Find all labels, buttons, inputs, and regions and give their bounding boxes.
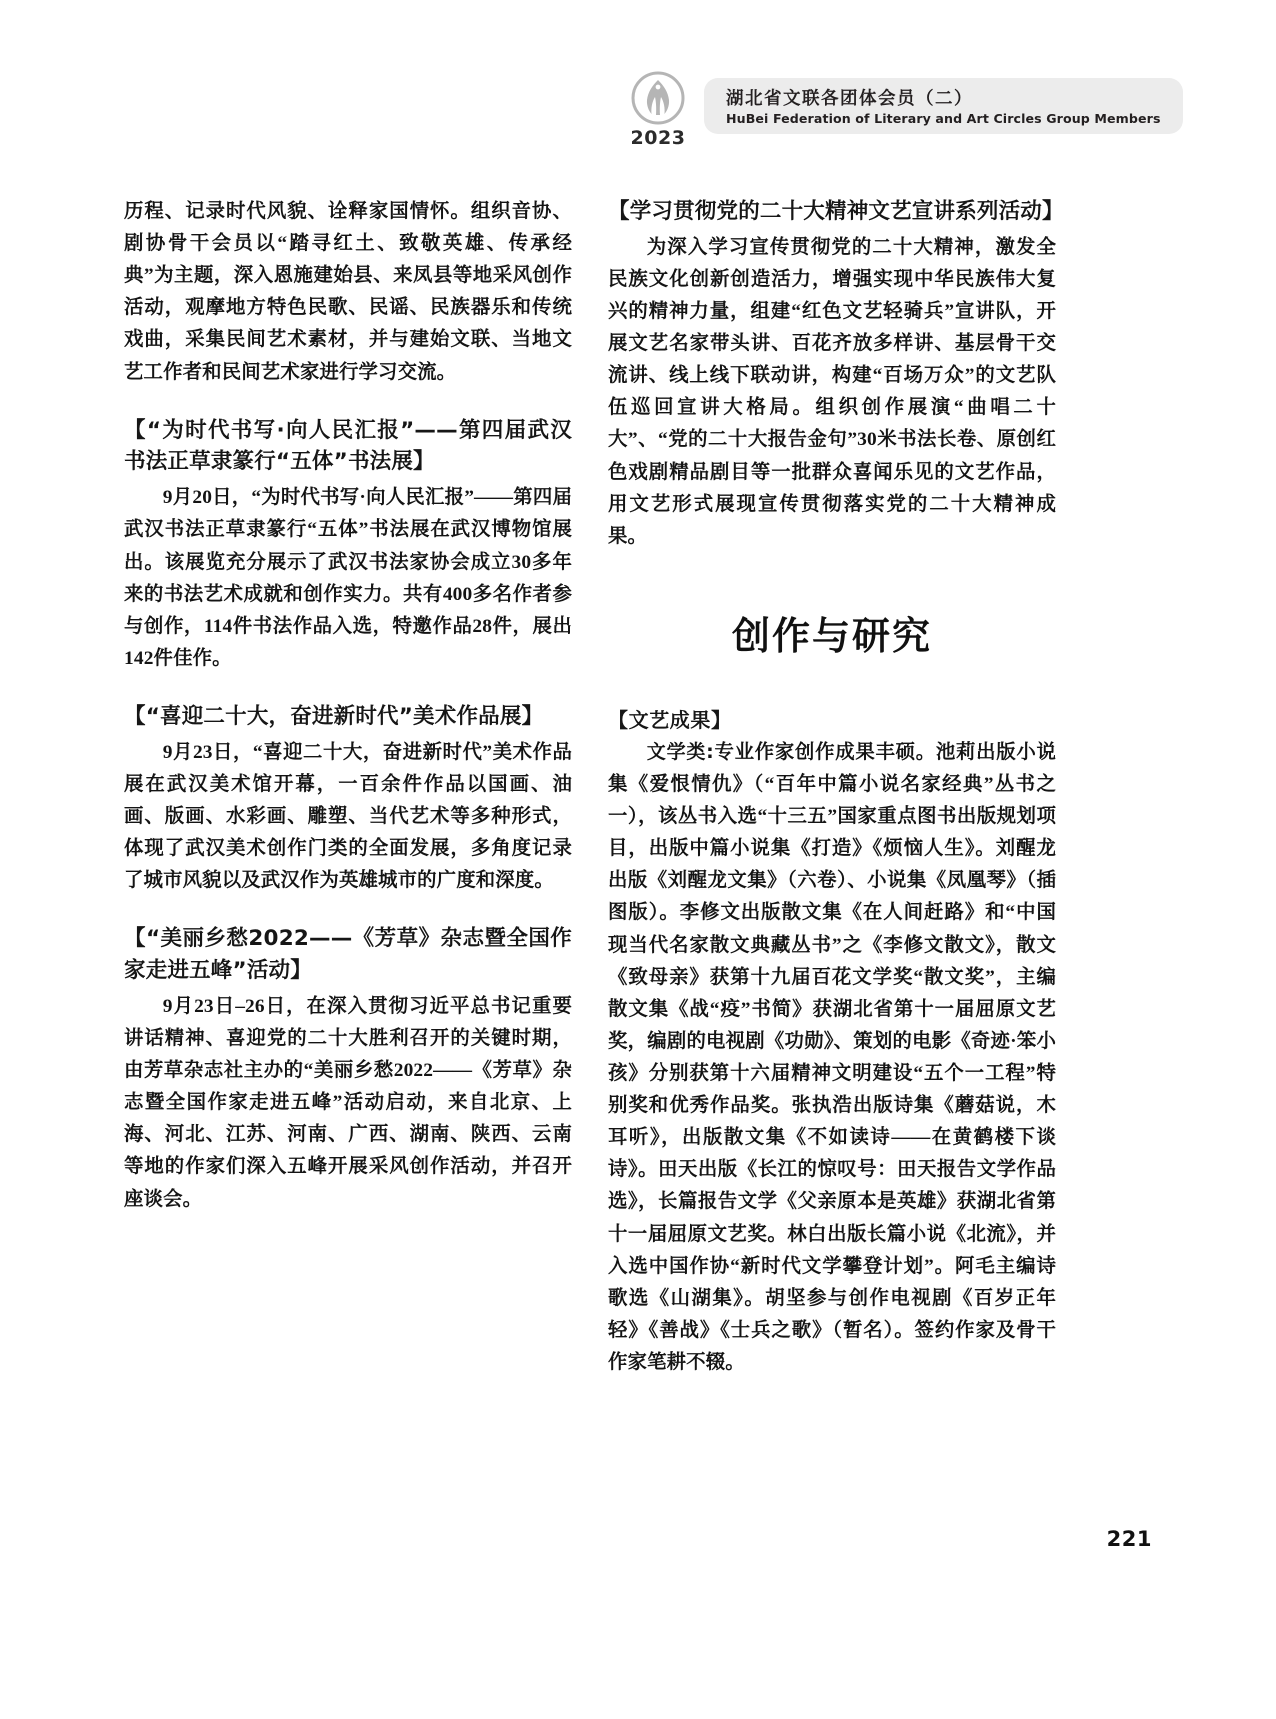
section-body-party-spirit-lectures: 为深入学习宣传贯彻党的二十大精神，激发全民族文化创新创造活力，增强实现中华民族伟大复兴的精神力量，组建“红色文艺轻骑兵”宣讲队，开展文艺名家带头讲、百花齐放多样讲、基层骨干交流讲、线上线下联动讲，构建“百场万众”的文艺队伍巡回宣讲大格局。组织创作展演“曲唱二十大”、“党的二十大报告金句”30米书法长卷、原创红色戏剧精品剧目等一批群众喜闻乐见的文艺作品，用文艺形式展现宣传贯彻落实党的二十大精神成果。 bbox=[608, 236, 1056, 547]
section-heading-beautiful-nostalgia: 【“美丽乡愁2022——《芳草》杂志暨全国作家走进五峰”活动】 bbox=[124, 926, 572, 984]
header-title-cn: 湖北省文联各团体会员（二） bbox=[726, 89, 973, 109]
left-column bbox=[124, 196, 572, 1216]
literature-paragraph bbox=[608, 737, 1056, 1379]
logo-year: 2023 bbox=[630, 127, 686, 149]
right-column bbox=[608, 196, 1064, 1379]
header-inner bbox=[622, 66, 1183, 149]
chapter-title: 创作与研究 bbox=[731, 613, 932, 658]
federation-emblem-icon bbox=[630, 70, 686, 126]
section-body-beautiful-nostalgia: 9月23日–26日，在深入贯彻习近平总书记重要讲话精神、喜迎党的二十大胜利召开的关键时期，由芳草杂志社主办的“美丽乡愁2022——《芳草》杂志暨全国作家走进五峰”活动启动，来自北京、上海、河北、江苏、河南、广西、湖南、陕西、云南等地的作家们深入五峰开展采风创作活动，并召开座谈会。 bbox=[124, 995, 572, 1210]
literature-paragraph-text: 专业作家创作成果丰硕。池莉出版小说集《爱恨情仇》（“百年中篇小说名家经典”丛书之一），该丛书入选“十三五”国家重点图书出版规划项目，出版中篇小说集《打造》《烦恼人生》。刘醒龙出版《刘醒龙文集》（六卷）、小说集《凤凰琴》（插图版）。李修文出版散文集《在人间赶路》和“中国现当代名家散文典藏丛书”之《李修文散文》，散文《致母亲》获第十九届百花文学奖“散文奖”，主编散文集《战“疫”书简》获湖北省第十一届屈原文艺奖，编剧的电视剧《功勋》、策划的电影《奇迹·笨小孩》分别获第十六届精神文明建设“五个一工程”特别奖和优秀作品奖。张执浩出版诗集《蘑菇说，木耳听》，出版散文集《不如读诗——在黄鹤楼下谈诗》。田天出版《长江的惊叹号：田天报告文学作品选》，长篇报告文学《父亲原本是英雄》获湖北省第十一届屈原文艺奖。林白出版长篇小说《北流》，并入选中国作协“新时代文学攀登计划”。阿毛主编诗歌选《山湖集》。胡坚参与创作电视剧《百岁正年轻》《善战》《士兵之歌》（暂名）。签约作家及骨干作家笔耕不辍。 bbox=[608, 741, 1056, 1373]
section-body-calligraphy-exhibition: 9月20日，“为时代书写·向人民汇报”——第四届武汉书法正草隶篆行“五体”书法展在武汉博物馆展出。该展览充分展示了武汉书法家协会成立30多年来的书法艺术成就和创作实力。共有400多名作者参与创作，114件书法作品入选，特邀作品28件，展出142件佳作。 bbox=[124, 487, 572, 669]
body-columns bbox=[0, 196, 1276, 1486]
header-title-pill bbox=[704, 78, 1183, 134]
literature-category-label: 文学类: bbox=[646, 740, 714, 763]
page-number: 221 bbox=[1106, 1527, 1152, 1551]
logo-block bbox=[622, 66, 694, 149]
section-heading-party-spirit-lectures: 【学习贯彻党的二十大精神文艺宣讲系列活动】 bbox=[608, 199, 1064, 224]
paragraph-continued: 历程、记录时代风貌、诠释家国情怀。组织音协、剧协骨干会员以“踏寻红土、致敬英雄、传承经典”为主题，深入恩施建始县、来凤县等地采风创作活动，观摩地方特色民歌、民谣、民族器乐和传统戏曲，采集民间艺术素材，并与建始文联、当地文艺工作者和民间艺术家进行学习交流。 bbox=[124, 201, 572, 383]
running-header bbox=[0, 66, 1276, 148]
section-heading-art-works-exhibition: 【“喜迎二十大，奋进新时代”美术作品展】 bbox=[124, 703, 544, 729]
header-title-en: HuBei Federation of Literary and Art Circles Group Members bbox=[726, 111, 1161, 127]
subsection-heading-literary-achievements: 【文艺成果】 bbox=[608, 707, 732, 732]
section-body-art-works-exhibition: 9月23日，“喜迎二十大，奋进新时代”美术作品展在武汉美术馆开幕，一百余件作品以国画、油画、版画、水彩画、雕塑、当代艺术等多种形式，体现了武汉美术创作门类的全面发展，多角度记录了城市风貌以及武汉作为英雄城市的广度和深度。 bbox=[124, 741, 572, 892]
section-heading-calligraphy-exhibition: 【“为时代书写·向人民汇报”——第四届武汉书法正草隶篆行“五体”书法展】 bbox=[124, 417, 572, 475]
